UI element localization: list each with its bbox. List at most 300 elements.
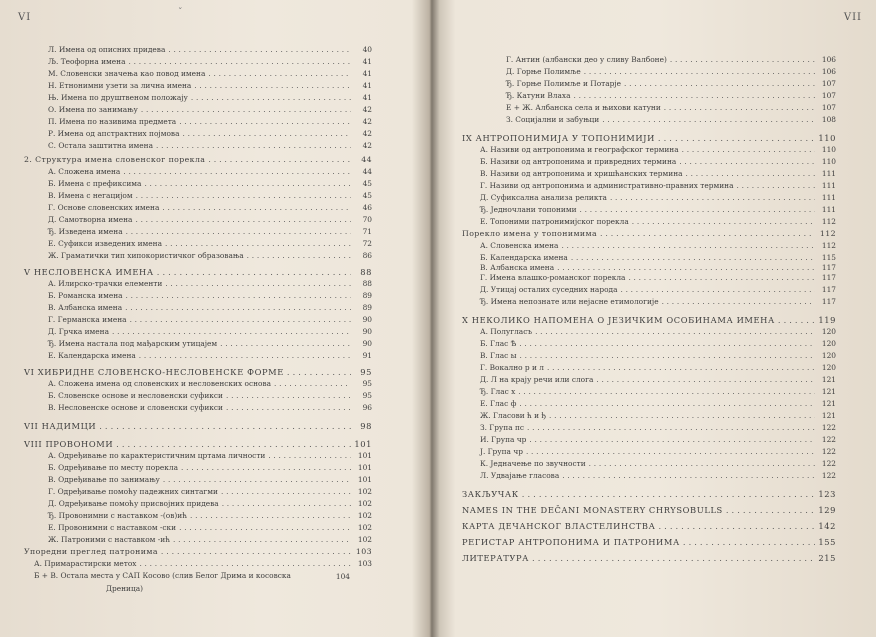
toc-entry-label: IX АНТРОПОНИМИЈА У ТОПОНИМИЈИ [462, 133, 655, 143]
toc-entry-page: 155 [818, 537, 836, 547]
toc-entry-label: Ђ. Горње Полимље и Потарје [506, 79, 622, 88]
toc-entry [48, 166, 372, 178]
toc-entry [506, 78, 836, 90]
right-page [430, 0, 876, 637]
toc-entry-page: 42 [362, 117, 372, 126]
toc-leader-dots [157, 266, 351, 278]
toc-leader-dots [125, 302, 351, 314]
toc-entry-label: Р. Имена од апстрактних појмова [48, 129, 180, 138]
toc-leader-dots [628, 272, 815, 284]
toc-entry-label: Б. Имена с префиксима [48, 179, 142, 188]
toc-leader-dots [519, 398, 815, 410]
toc-entry-page: 95 [362, 391, 372, 400]
toc-entry [24, 546, 372, 558]
toc-entry-page: 90 [362, 327, 372, 336]
toc-entry-label: ЗАКЉУЧАК [462, 489, 519, 499]
toc-entry-label: А. Примарастирски метох [34, 559, 137, 568]
toc-entry-label: Ђ. Катуни Влаха [506, 91, 571, 100]
toc-entry [480, 446, 836, 458]
toc-entry [48, 202, 372, 214]
toc-entry [24, 366, 372, 378]
toc-entry-label: Н. Етнонимни узети за лична имена [48, 81, 192, 90]
toc-entry-label: Г. Антин (албански део у сливу Валбоне) [506, 55, 667, 64]
toc-leader-dots [126, 226, 351, 238]
toc-entry [48, 128, 372, 140]
toc-leader-dots [602, 114, 815, 126]
toc-entry-label: Г. Основе словенских имена [48, 203, 160, 212]
toc-entry [48, 450, 372, 462]
toc-entry-page: 42 [362, 105, 372, 114]
toc-leader-dots [580, 204, 816, 216]
toc-leader-dots [658, 520, 815, 532]
toc-entry [48, 92, 372, 104]
toc-leader-dots [179, 116, 351, 128]
toc-entry [480, 350, 836, 362]
toc-entry [48, 278, 372, 290]
toc-entry-label: Ђ. Једночлани топоними [480, 205, 577, 214]
toc-entry [24, 154, 372, 166]
toc-entry-page: 121 [821, 375, 836, 384]
toc-entry [48, 338, 372, 350]
toc-entry-label: В. Имена с негацијом [48, 191, 133, 200]
toc-leader-dots [519, 338, 815, 350]
toc-entry-page: 120 [821, 363, 836, 372]
toc-leader-dots [126, 290, 351, 302]
toc-entry-page: 102 [357, 499, 372, 508]
toc-entry-page: 112 [821, 217, 836, 226]
toc-entry-page: 102 [357, 523, 372, 532]
toc-entry [48, 534, 372, 546]
toc-leader-dots [610, 192, 815, 204]
toc-entry-label: X НЕКОЛИКО НАПОМЕНА О ЈЕЗИЧКИМ ОСОБИНАМА ИМЕНА [462, 315, 775, 325]
toc-entry-page: 123 [818, 489, 836, 499]
toc-entry [480, 296, 836, 308]
toc-entry-page: 120 [821, 339, 836, 348]
toc-leader-dots [179, 522, 351, 534]
toc-leader-dots [112, 326, 351, 338]
toc-leader-dots [123, 166, 351, 178]
toc-leader-dots [141, 104, 351, 116]
toc-entry-label: В. Глас ы [480, 351, 517, 360]
toc-entry [462, 132, 836, 144]
toc-entry [462, 536, 836, 548]
toc-leader-dots [287, 366, 351, 378]
toc-leader-dots [139, 350, 351, 362]
toc-leader-dots [584, 66, 815, 78]
toc-entry-page: 121 [821, 399, 836, 408]
toc-entry-page: 106 [821, 67, 836, 76]
toc-leader-dots [686, 168, 815, 180]
toc-entry-label: Л. Имена од описних придева [48, 45, 166, 54]
toc-entry-label: ЛИТЕРАТУРА [462, 553, 530, 563]
toc-leader-dots [529, 434, 815, 446]
toc-entry-label: М. Словенски значења као повод имена [48, 69, 206, 78]
toc-leader-dots [620, 284, 815, 296]
toc-entry [48, 226, 372, 238]
toc-leader-dots [136, 190, 351, 202]
toc-entry [480, 204, 836, 216]
toc-entry-page: 95 [362, 379, 372, 388]
toc-entry-label: Л. Удвајање гласова [480, 471, 560, 480]
toc-entry [48, 390, 372, 402]
toc-entry-page: 122 [821, 423, 836, 432]
toc-entry [480, 284, 836, 296]
toc-entry [506, 102, 836, 114]
toc-entry-label: А. Називи од антропонима и географског термина [480, 145, 679, 154]
toc-entry-page: 215 [818, 553, 836, 563]
toc-entry-label: Б. Називи од антропонима и привредних термина [480, 157, 677, 166]
toc-entry-label: И. Група чр [480, 435, 527, 444]
toc-entry-label: В. Албанска имена [48, 303, 123, 312]
toc-entry-label: Б. Глас Ѣ [480, 339, 517, 348]
toc-entry [48, 486, 372, 498]
toc-entry-page: 110 [818, 133, 836, 143]
toc-entry-page: 41 [362, 81, 372, 90]
toc-entry-label: Ђ. Имена непознате или нејасне етимологије [480, 297, 659, 306]
toc-entry [480, 144, 836, 156]
toc-entry [48, 462, 372, 474]
toc-entry-label: V НЕСЛОВЕНСКА ИМЕНА [24, 267, 154, 277]
toc-entry-label: NAMES IN THE DEČANI MONASTERY CHRYSOBULLS [462, 505, 723, 515]
toc-leader-dots [161, 546, 351, 558]
toc-leader-dots [522, 488, 815, 500]
toc-entry [480, 272, 836, 284]
toc-leader-dots [221, 486, 351, 498]
toc-leader-dots [600, 228, 815, 240]
toc-entry [48, 350, 372, 362]
toc-leader-dots [726, 504, 815, 516]
toc-entry-label: Ж. Патроними с наставком -ић [48, 535, 170, 544]
toc-entry [506, 114, 836, 126]
toc-leader-dots [226, 402, 351, 414]
toc-entry-page: 90 [362, 315, 372, 324]
toc-entry-page: 101 [357, 463, 372, 472]
toc-entry [462, 228, 836, 240]
toc-entry-page: 107 [821, 91, 836, 100]
toc-entry [480, 216, 836, 228]
toc-entry-page: 111 [821, 169, 836, 178]
toc-entry-page: 86 [362, 251, 372, 260]
toc-leader-dots [632, 216, 815, 228]
toc-entry-label: Е. Провонимни с наставком -ски [48, 523, 177, 532]
toc-entry-label: С. Остала заштитна имена [48, 141, 153, 150]
toc-entry-page: 122 [821, 447, 836, 456]
toc-leader-dots [573, 90, 815, 102]
toc-entry [48, 474, 372, 486]
toc-entry-page: 102 [357, 511, 372, 520]
toc-entry [48, 378, 372, 390]
toc-entry-page: 44 [362, 167, 372, 176]
toc-entry-label: Г. Вокално р и л [480, 363, 544, 372]
toc-entry [48, 290, 372, 302]
toc-leader-dots [99, 420, 351, 432]
toc-entry [48, 498, 372, 510]
toc-entry [480, 374, 836, 386]
toc-entry [480, 398, 836, 410]
toc-entry-label: Г. Имена влашко-романског порекла [480, 273, 626, 282]
toc-entry-page: 42 [362, 141, 372, 150]
toc-leader-dots [162, 202, 351, 214]
toc-entry-label: Д. Самотворна имена [48, 215, 133, 224]
toc-entry [480, 338, 836, 350]
toc-entry [462, 488, 836, 500]
toc-entry [34, 570, 372, 582]
toc-leader-dots [562, 470, 815, 482]
toc-leader-dots [130, 314, 351, 326]
toc-entry-label: Д. Грчка имена [48, 327, 109, 336]
toc-entry-page: 101 [357, 475, 372, 484]
toc-entry-label: Е. Календарска имена [48, 351, 136, 360]
toc-entry-page: 88 [362, 279, 372, 288]
toc-entry-label: Б + В. Остала места у САП Косово (слив Белог Дрима и косовска [34, 571, 291, 580]
toc-entry [48, 250, 372, 262]
toc-leader-dots [549, 410, 815, 422]
toc-entry-label: VIII ПРОВОНОМИ [24, 439, 114, 449]
toc-entry [480, 180, 836, 192]
toc-entry-label: Ј. Група чр [480, 447, 523, 456]
toc-entry-label: Б. Одређивање по месту порекла [48, 463, 179, 472]
toc-entry [48, 402, 372, 414]
toc-entry [480, 410, 836, 422]
toc-entry [48, 140, 372, 152]
toc-entry-page: 70 [362, 215, 372, 224]
toc-leader-dots [664, 102, 815, 114]
toc-entry-page: 45 [362, 179, 372, 188]
toc-leader-dots [181, 462, 351, 474]
toc-entry-page: 142 [818, 521, 836, 531]
toc-entry-label: Д. Суфиксална анализа реликта [480, 193, 607, 202]
toc-entry-page: 110 [821, 157, 836, 166]
toc-entry-page: 107 [821, 103, 836, 112]
toc-entry-page: 96 [362, 403, 372, 412]
toc-leader-dots [190, 510, 351, 522]
toc-entry-label: Ж. Гласови ћ и ђ [480, 411, 547, 420]
toc-leader-dots [778, 314, 815, 326]
toc-leader-dots [135, 214, 351, 226]
toc-entry-label: VI ХИБРИДНЕ СЛОВЕНСКО-НЕСЛОВЕНСКЕ ФОРМЕ [24, 367, 284, 377]
toc-leader-dots [624, 78, 815, 90]
toc-entry-page: 121 [821, 411, 836, 420]
toc-entry [24, 266, 372, 278]
toc-leader-dots [116, 438, 351, 450]
toc-entry-label: Порекло имена у топонимима [462, 229, 598, 238]
toc-entry [462, 520, 836, 532]
toc-entry [480, 434, 836, 446]
toc-leader-dots [561, 240, 815, 252]
toc-entry [480, 386, 836, 398]
toc-entry-page: 108 [821, 115, 836, 124]
toc-entry-page: 120 [821, 327, 836, 336]
toc-entry-page: 112 [819, 229, 836, 238]
toc-entry [48, 104, 372, 116]
toc-entry [462, 314, 836, 326]
toc-entry-label: РЕГИСТАР АНТРОПОНИМА И ПАТРОНИМА [462, 537, 680, 547]
toc-entry-label: Љ. Теофорна имена [48, 57, 126, 66]
toc-entry-page: 129 [818, 505, 836, 515]
toc-leader-dots [535, 326, 815, 338]
toc-entry-page: 98 [360, 421, 372, 431]
toc-entry [48, 56, 372, 68]
toc-entry [480, 240, 836, 252]
toc-entry-label: В. Несловенске основе и словенски суфикси [48, 403, 223, 412]
toc-leader-dots [682, 144, 815, 156]
toc-entry-page: 41 [362, 57, 372, 66]
left-page-number: VI [18, 12, 32, 23]
toc-entry [480, 362, 836, 374]
toc-entry-page: 45 [362, 191, 372, 200]
toc-entry [48, 510, 372, 522]
toc-entry-label: А. Одређивање по карактеристичним цртама личности [48, 451, 266, 460]
toc-entry-label: А. Полугласъ [480, 327, 533, 336]
toc-entry [462, 504, 836, 516]
toc-leader-dots [658, 132, 815, 144]
toc-entry-label: Г. Одређивање помоћу падежних синтагми [48, 487, 218, 496]
toc-entry-page: 107 [821, 79, 836, 88]
toc-entry [48, 214, 372, 226]
toc-leader-dots [596, 374, 815, 386]
toc-entry-label: Е. Топоними патронимијског порекла [480, 217, 629, 226]
toc-entry-page: 42 [362, 129, 372, 138]
toc-entry-label: Ж. Граматички тип хипокористичког образовања [48, 251, 244, 260]
toc-entry-label: Е. Суфикси изведених имена [48, 239, 163, 248]
toc-entry [480, 168, 836, 180]
toc-entry-page: 71 [362, 227, 372, 236]
toc-entry [506, 54, 836, 66]
toc-leader-dots [526, 446, 815, 458]
toc-leader-dots [532, 552, 815, 564]
toc-entry-page: 89 [362, 303, 372, 312]
toc-leader-dots [518, 386, 815, 398]
toc-leader-dots [736, 180, 815, 192]
toc-entry-page: 110 [821, 145, 836, 154]
toc-leader-dots [679, 156, 815, 168]
toc-continuation-label: Дреница) [106, 584, 144, 593]
toc-entry-label: Б. Романска имена [48, 291, 123, 300]
toc-entry [48, 314, 372, 326]
toc-entry-page: 90 [362, 339, 372, 348]
toc-entry-page: 41 [362, 69, 372, 78]
toc-entry-label: Њ. Имена по друштвеном положају [48, 93, 188, 102]
toc-entry-label: Ђ. Провонимни с наставком -(ов)ић [48, 511, 187, 520]
toc-entry-page: 41 [362, 93, 372, 102]
toc-entry-label: Ђ. Глас х [480, 387, 516, 396]
toc-leader-dots [129, 56, 352, 68]
toc-entry-page: 117 [821, 263, 836, 272]
toc-leader-dots [547, 362, 815, 374]
toc-leader-dots [268, 450, 351, 462]
toc-entry [34, 558, 372, 570]
toc-entry-label: А. Илирско-трачки елементи [48, 279, 163, 288]
toc-leader-dots [662, 296, 815, 308]
toc-entry-page: 40 [362, 45, 372, 54]
toc-entry-page: 106 [821, 55, 836, 64]
right-page-number: VII [843, 12, 862, 23]
toc-entry [480, 192, 836, 204]
toc-entry-label: В. Албанска имена [480, 263, 555, 272]
toc-leader-dots [163, 474, 351, 486]
toc-entry-label: Д. Утицај осталих суседних народа [480, 285, 618, 294]
toc-entry-label: Ђ. Изведена имена [48, 227, 123, 236]
toc-entry-page: 117 [821, 273, 836, 282]
toc-entry-page: 72 [362, 239, 372, 248]
toc-entry-page: 103 [357, 559, 372, 568]
toc-entry-page: 89 [362, 291, 372, 300]
toc-entry-label: КАРТА ДЕЧАНСКОГ ВЛАСТЕЛИНСТВА [462, 521, 656, 531]
toc-entry-label: Е + Ж. Албанска села и њихови катуни [506, 103, 661, 112]
toc-continuation-page: 104 [335, 572, 350, 581]
toc-entry-page: 46 [362, 203, 372, 212]
toc-entry-page: 117 [821, 297, 836, 306]
toc-entry [480, 470, 836, 482]
toc-entry-label: В. Називи од антропонима и хришћанских термина [480, 169, 683, 178]
toc-entry-label: Б. Календарска имена [480, 253, 568, 262]
toc-leader-dots [165, 238, 351, 250]
toc-leader-dots [168, 44, 351, 56]
toc-entry-label: К. Једначење по звучности [480, 459, 586, 468]
toc-entry-page: 102 [357, 487, 372, 496]
toc-entry-page: 122 [821, 435, 836, 444]
toc-entry-label: В. Одређивање по занимању [48, 475, 160, 484]
toc-entry-page: 115 [821, 253, 836, 262]
toc-entry-label: Г. Називи од антропонима и административно-правних термина [480, 181, 734, 190]
toc-entry [480, 326, 836, 338]
toc-entry-page: 121 [821, 387, 836, 396]
toc-entry-page: 111 [821, 193, 836, 202]
toc-leader-dots [589, 458, 815, 470]
toc-leader-dots [156, 140, 351, 152]
left-page [0, 0, 428, 637]
toc-entry-label: Упоредни преглед патронима [24, 547, 158, 556]
toc-entry-label: А. Сложена имена [48, 167, 121, 176]
toc-entry [24, 438, 372, 450]
toc-leader-dots [194, 80, 351, 92]
toc-entry-label: Д. Одређивање помоћу присвојних придева [48, 499, 219, 508]
toc-leader-dots [139, 558, 351, 570]
toc-entry-page: 111 [821, 181, 836, 190]
toc-entry-label: Д. Горње Полимље [506, 67, 581, 76]
toc-entry [48, 190, 372, 202]
toc-entry [506, 90, 836, 102]
toc-entry [48, 522, 372, 534]
toc-entry-label: Б. Словенске основе и несловенски суфикси [48, 391, 223, 400]
toc-entry-page: 112 [821, 241, 836, 250]
toc-entry [48, 302, 372, 314]
toc-entry-page: 117 [821, 285, 836, 294]
toc-entry-page: 95 [360, 367, 372, 377]
toc-entry-page: 88 [360, 267, 372, 277]
toc-entry-label: З. Група пс [480, 423, 525, 432]
toc-entry-page: 102 [357, 535, 372, 544]
toc-entry-label: Е. Глас ф [480, 399, 517, 408]
toc-leader-dots [520, 350, 816, 362]
toc-leader-dots [670, 54, 815, 66]
toc-entry [48, 326, 372, 338]
toc-entry-page: 120 [821, 351, 836, 360]
toc-entry-label: З. Социјални и забуњци [506, 115, 600, 124]
toc-entry [480, 422, 836, 434]
toc-entry [24, 420, 372, 432]
toc-entry-label: П. Имена по називима предмета [48, 117, 177, 126]
toc-entry [48, 44, 372, 56]
toc-entry-page: 122 [821, 459, 836, 468]
toc-entry [462, 552, 836, 564]
toc-entry-label: О. Имена по занимању [48, 105, 138, 114]
toc-entry-page: 101 [354, 439, 372, 449]
toc-entry-label: VII НАДИМЦИ [24, 421, 97, 431]
toc-leader-dots [191, 92, 351, 104]
toc-leader-dots [208, 154, 351, 166]
toc-entry-page: 91 [362, 351, 372, 360]
